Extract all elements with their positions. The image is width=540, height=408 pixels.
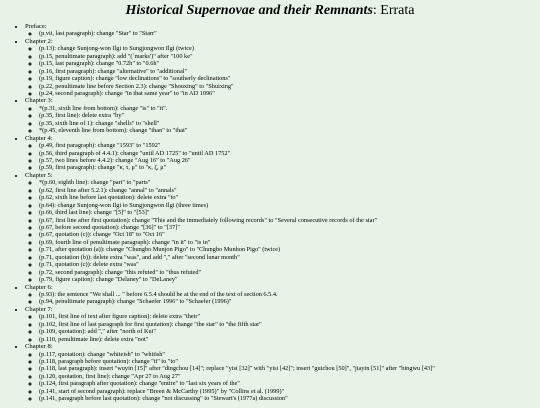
errata-item: ◦ (p.35, first line): delete extra "by" bbox=[39, 112, 540, 119]
errata-item: ◦ (p.117, quotation): change "whiteish" to "whitish" bbox=[39, 351, 540, 358]
errata-item: ◦ (p.102, first line of last paragraph for first quotation): change "the star" to "the fifth star" bbox=[39, 321, 540, 328]
errata-item: ◦ *(p.60, eighth line): change "part" to "parts" bbox=[39, 179, 540, 186]
errata-item: ◦ (p.57, two lines before 4.4.2): change "Aug 16" to "Aug 26" bbox=[39, 157, 540, 164]
errata-item: ◦ (p.59, first paragraph): change "κ, τ, μ" to "κ, ζ, μ" bbox=[39, 164, 540, 171]
errata-item: ◦ (p.64): change Sunjong-won Ilgi to Sungjongwon Ilgi (three times) bbox=[39, 202, 540, 209]
chapter-section bbox=[25, 306, 540, 343]
errata-item: ◦ (p.69, fourth line of penultimate paragraph): change "in it" to "is in" bbox=[39, 239, 540, 246]
chapter-section bbox=[25, 135, 540, 172]
errata-item: ◦ (p.49, first paragraph): change "1593" to "1592" bbox=[39, 142, 540, 149]
chapter-section bbox=[25, 284, 540, 306]
errata-list bbox=[0, 23, 540, 403]
errata-item: ◦ (p.19, figure caption): change "low declinations" to "southerly declinations" bbox=[39, 75, 540, 82]
errata-item: ◦ (p.35, sixth line of 1): change "shells" to "shell" bbox=[39, 120, 540, 127]
errata-item: ◦ (p.71, quotation (b)): delete extra "was", and add "," after "second lunar month" bbox=[39, 254, 540, 261]
chapter-heading: Chapter 2: bbox=[25, 37, 53, 45]
errata-sublist bbox=[25, 313, 540, 343]
errata-sublist bbox=[25, 179, 540, 283]
chapter-section bbox=[25, 172, 540, 284]
chapter-heading: Chapter 6: bbox=[25, 283, 53, 291]
chapter-heading: Chapter 3: bbox=[25, 97, 53, 105]
errata-item: ◦ (p.66, third last line): change "[5]" to "[53]" bbox=[39, 209, 540, 216]
errata-item: ◦ (p.124, first paragraph after quotation): change "entire" to "last six years of the" bbox=[39, 380, 540, 387]
chapter-section bbox=[25, 38, 540, 98]
chapter-heading: Chapter 7: bbox=[25, 305, 53, 313]
chapter-heading: Chapter 4: bbox=[25, 134, 53, 142]
chapter-section bbox=[25, 23, 540, 38]
errata-item: ◦ (p.67, first line after first quotation): change "This and the immediately following records" to "Several consecutive records of the star" bbox=[39, 217, 540, 224]
errata-item: ◦ (p.141, start of second paragraph): replace "Breen & McCarthy (1995)" by "Collins et al. (1999)" bbox=[39, 388, 540, 395]
errata-item: ◦ *(p.31, sixth line from bottom): change "is" to "it". bbox=[39, 105, 540, 112]
errata-item: ◦ (p.15, last paragraph): change "0.72h" to "0.6h" bbox=[39, 60, 540, 67]
chapter-heading: Chapter 5: bbox=[25, 171, 53, 179]
errata-item: ◦ (p.67, quotation (c)): change "Oct 18" to "Oct 16" bbox=[39, 231, 540, 238]
errata-item: ◦ (p.56, third paragraph of 4.4.1): change "until AD 1725" to "until AD 1752" bbox=[39, 150, 540, 157]
errata-sublist bbox=[25, 45, 540, 97]
errata-sublist bbox=[25, 142, 540, 172]
errata-item: ◦ (p.109, quotation): add "," after "north of Kui" bbox=[39, 328, 540, 335]
chapter-section bbox=[25, 97, 540, 134]
errata-item: ◦ (p.93): the sentence "We shall ... " before 6.5.4 should be at the end of the text of section 6.5.4. bbox=[39, 291, 540, 298]
errata-item: ◦ (p.24, second paragraph): change "in that same year" to "in AD 1096" bbox=[39, 90, 540, 97]
page-title bbox=[0, 3, 540, 19]
chapter-heading: Preface: bbox=[25, 23, 47, 30]
errata-sublist bbox=[25, 291, 540, 306]
errata-item: ◦ (p.79, figure caption): change "Delaney" to "DeLaney" bbox=[39, 276, 540, 283]
errata-item: ◦ (p.13): change Sunjong-won Ilgi to Sungjongwon Ilgi (twice) bbox=[39, 45, 540, 52]
errata-item: ◦ (p.120, quotation, first line): change "Apr 27 to Aug 27" bbox=[39, 373, 540, 380]
chapter-heading: Chapter 8: bbox=[25, 343, 53, 351]
errata-item: ◦ (p.vii, last paragraph): change "Star" to "Starr" bbox=[39, 30, 540, 37]
errata-item: ◦ *(p.45, eleventh line from bottom): change "than" to "that" bbox=[39, 127, 540, 134]
errata-item: ◦ (p.62, sixth line before last quotation): delete extra "to" bbox=[39, 194, 540, 201]
errata-sublist bbox=[25, 105, 540, 135]
errata-item: ◦ (p.118, last paragraph): insert "wuyin [15]" after "dingchou [14]"; replace "yisi [32]" with "yisi [42]"; insert "guichou [50]", "jiayin [51]" after "bingwu [43]" bbox=[39, 365, 540, 372]
title-rest: : Errata bbox=[372, 3, 415, 18]
errata-item: ◦ (p.71, after quotation (a)): change "Chungbo Munjon Pigo" to "Chungbo Munhon Pigo" (twice) bbox=[39, 246, 540, 253]
errata-item: ◦ (p.94, penultimate paragraph): change "Schaefer 1996" to "Schaefer (1996)" bbox=[39, 298, 540, 305]
errata-item: ◦ (p.72, second paragraph): change "this refuted" to "thus refuted" bbox=[39, 269, 540, 276]
errata-sublist bbox=[25, 351, 540, 403]
errata-item: ◦ (p.101, first line of text after figure caption): delete extra "their" bbox=[39, 313, 540, 320]
chapter-section bbox=[25, 343, 540, 403]
errata-item: ◦ (p.15, penultimate paragraph): add "(`marks')" after "100 ke" bbox=[39, 53, 540, 60]
errata-sublist bbox=[25, 30, 540, 37]
errata-item: ◦ (p.62, first line after 5.2.1): change "annal" to "annals" bbox=[39, 187, 540, 194]
errata-item: ◦ (p.67, before second quotation): change "[36]" to "[37]" bbox=[39, 224, 540, 231]
errata-item: ◦ (p.110, penultimate line): delete extra "not" bbox=[39, 336, 540, 343]
errata-item: ◦ (p.118, paragraph before quotation): change "ti" to "to" bbox=[39, 358, 540, 365]
errata-item: ◦ (p.22, penultimate line before Section 2.3): change "Shouxing" to "Shuixing" bbox=[39, 83, 540, 90]
errata-item: ◦ (p.71, quotation (c)): delete extra "was" bbox=[39, 261, 540, 268]
errata-item: ◦ (p.16, first paragraph): change "alternative" to "additional" bbox=[39, 68, 540, 75]
title-italic: Historical Supernovae and their Remnants bbox=[125, 3, 373, 18]
errata-item: ◦ (p.141, paragraph before last quotation): change "not discussing" to "Stewart's (1977a) discussion" bbox=[39, 395, 540, 402]
